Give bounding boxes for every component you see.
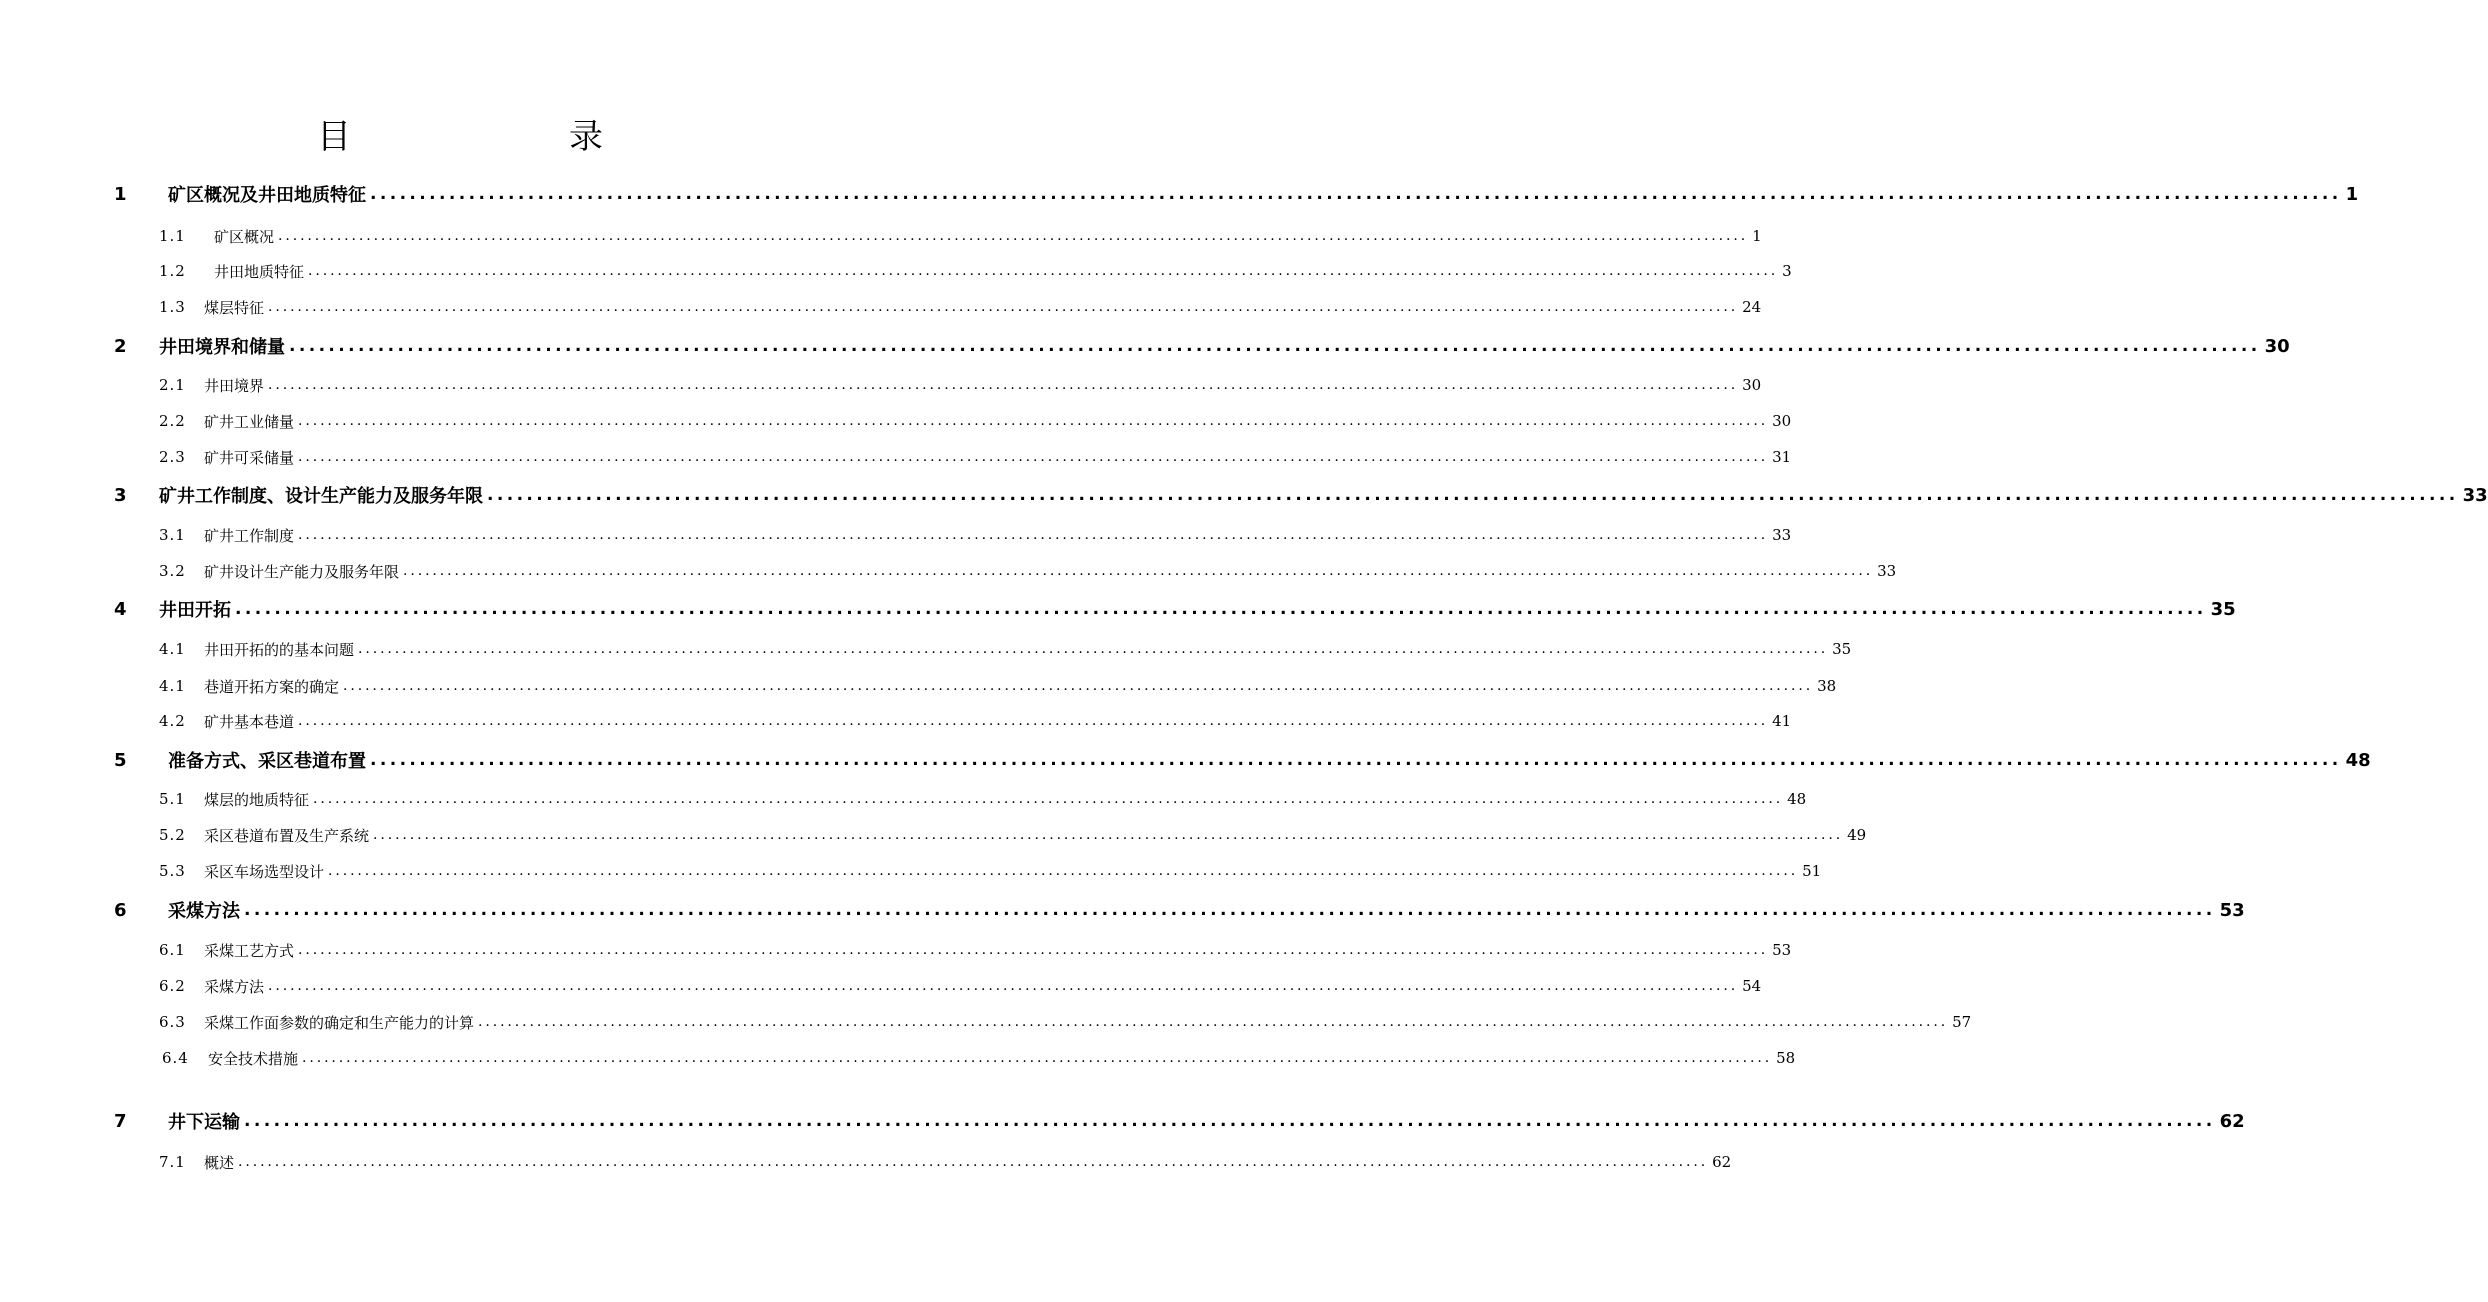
toc-page-number: 35 — [1832, 640, 1852, 658]
toc-entry-number: 5.3 — [159, 862, 186, 880]
toc-dot-leader: ........................................................................................................................................................................................................ — [370, 750, 2342, 770]
toc-dot-leader: ........................................................................................................................................................................................................ — [235, 599, 2207, 619]
toc-entry-content — [159, 596, 2236, 622]
toc-section-row[interactable] — [0, 370, 1762, 400]
toc-dot-leader: ........................................................................................................................................................................................................ — [238, 1154, 1709, 1170]
toc-page-number: 31 — [1772, 448, 1792, 466]
toc-section-row[interactable] — [0, 634, 1852, 664]
toc-dot-leader: ........................................................................................................................................................................................................ — [268, 299, 1739, 315]
toc-entry-content — [159, 482, 2488, 508]
toc-section-row[interactable] — [0, 671, 1837, 701]
toc-title: 目 录 — [317, 117, 653, 157]
toc-entry-content — [168, 1108, 2245, 1134]
toc-page-number: 33 — [1877, 562, 1897, 580]
toc-entry-content — [204, 940, 1792, 961]
toc-dot-leader: ........................................................................................................................................................................................................ — [343, 678, 1814, 694]
toc-entry-number: 7 — [114, 1110, 127, 1132]
toc-entry-title: 井田地质特征 — [214, 262, 305, 281]
toc-page-number: 30 — [1772, 412, 1792, 430]
toc-entry-number: 5.1 — [159, 790, 186, 808]
toc-dot-leader: ........................................................................................................................................................................................................ — [278, 228, 1749, 244]
toc-entry-title: 井田开拓的的基本问题 — [204, 640, 355, 659]
toc-section-row[interactable] — [0, 935, 1792, 965]
toc-entry-content — [204, 825, 1867, 846]
toc-dot-leader: ........................................................................................................................................................................................................ — [313, 791, 1784, 807]
toc-chapter-row[interactable] — [0, 594, 2236, 624]
toc-page-number: 62 — [1712, 1153, 1732, 1171]
toc-entry-title: 井田境界 — [204, 376, 265, 395]
toc-entry-title: 采煤方法 — [168, 901, 240, 922]
toc-entry-title: 采煤工作面参数的确定和生产能力的计算 — [204, 1013, 475, 1032]
toc-entry-content — [204, 447, 1792, 468]
toc-entry-number: 5 — [114, 749, 127, 771]
toc-entry-title: 采煤方法 — [204, 977, 265, 996]
toc-dot-leader: ........................................................................................................................................................................................................ — [298, 413, 1769, 429]
toc-entry-title: 井下运输 — [168, 1112, 240, 1133]
toc-entry-content — [204, 639, 1852, 660]
toc-dot-leader: ........................................................................................................................................................................................................ — [244, 900, 2216, 920]
toc-entry-content — [214, 226, 1762, 247]
toc-chapter-row[interactable] — [0, 480, 2488, 510]
toc-section-row[interactable] — [0, 706, 1792, 736]
toc-section-row[interactable] — [0, 971, 1762, 1001]
toc-dot-leader: ........................................................................................................................................................................................................ — [298, 713, 1769, 729]
toc-section-row[interactable] — [0, 292, 1762, 322]
toc-entry-number: 5.2 — [159, 826, 186, 844]
toc-entry-content — [204, 297, 1762, 318]
toc-entry-title: 井田境界和储量 — [159, 337, 285, 358]
toc-entry-number: 3 — [114, 484, 127, 506]
toc-entry-number: 4.2 — [159, 712, 186, 730]
toc-page-number: 49 — [1847, 826, 1867, 844]
toc-entry-content — [168, 747, 2371, 773]
toc-entry-content — [168, 897, 2245, 923]
toc-entry-number: 6.4 — [162, 1049, 189, 1067]
toc-chapter-row[interactable] — [0, 331, 2290, 361]
toc-entry-number: 3.2 — [159, 562, 186, 580]
toc-section-row[interactable] — [0, 221, 1762, 251]
toc-entry-number: 4.1 — [159, 640, 186, 658]
toc-dot-leader: ........................................................................................................................................................................................................ — [244, 1111, 2216, 1131]
toc-dot-leader: ........................................................................................................................................................................................................ — [373, 827, 1844, 843]
toc-dot-leader: ........................................................................................................................................................................................................ — [298, 942, 1769, 958]
toc-entry-number: 6 — [114, 899, 127, 921]
toc-page-number: 38 — [1817, 677, 1837, 695]
toc-page-number: 33 — [1772, 526, 1792, 544]
toc-entry-title: 采区车场选型设计 — [204, 862, 325, 881]
toc-page-number: 58 — [1776, 1049, 1796, 1067]
toc-entry-title: 煤层的地质特征 — [204, 790, 310, 809]
toc-section-row[interactable] — [0, 406, 1792, 436]
toc-entry-content — [204, 976, 1762, 997]
toc-entry-title: 采区巷道布置及生产系统 — [204, 826, 370, 845]
toc-page-number: 3 — [1782, 262, 1792, 280]
toc-entry-content — [204, 861, 1822, 882]
toc-entry-content — [204, 411, 1792, 432]
toc-entry-title: 矿井工作制度、设计生产能力及服务年限 — [159, 486, 483, 507]
toc-section-row[interactable] — [0, 820, 1867, 850]
toc-page-number: 48 — [2345, 749, 2371, 771]
toc-entry-title: 准备方式、采区巷道布置 — [168, 751, 366, 772]
toc-entry-number: 3.1 — [159, 526, 186, 544]
toc-page-number: 54 — [1742, 977, 1762, 995]
toc-entry-number: 6.2 — [159, 977, 186, 995]
toc-section-row[interactable] — [0, 1043, 1796, 1073]
toc-entry-number: 1.2 — [159, 262, 186, 280]
toc-page-number: 24 — [1742, 298, 1762, 316]
toc-dot-leader: ........................................................................................................................................................................................................ — [298, 527, 1769, 543]
toc-entry-number: 1.3 — [159, 298, 186, 316]
toc-entry-title: 矿区概况 — [214, 227, 275, 246]
toc-section-row[interactable] — [0, 856, 1822, 886]
toc-dot-leader: ........................................................................................................................................................................................................ — [308, 263, 1779, 279]
toc-page-number: 62 — [2219, 1110, 2245, 1132]
toc-dot-leader: ........................................................................................................................................................................................................ — [478, 1014, 1949, 1030]
toc-entry-number: 1 — [114, 183, 127, 205]
toc-entry-content — [204, 375, 1762, 396]
toc-entry-number: 2.1 — [159, 376, 186, 394]
toc-entry-content — [159, 333, 2290, 359]
toc-entry-title: 概述 — [204, 1153, 235, 1172]
toc-page-number: 51 — [1802, 862, 1822, 880]
toc-entry-number: 6.1 — [159, 941, 186, 959]
toc-dot-leader: ........................................................................................................................................................................................................ — [358, 641, 1829, 657]
toc-page-number: 35 — [2210, 598, 2236, 620]
toc-page-number: 48 — [1787, 790, 1807, 808]
toc-page-number: 41 — [1772, 712, 1792, 730]
toc-page-number: 30 — [2264, 335, 2290, 357]
toc-entry-number: 4.1 — [159, 677, 186, 695]
toc-entry-content — [204, 525, 1792, 546]
toc-page-number: 1 — [2345, 183, 2359, 205]
toc-section-row[interactable] — [0, 1147, 1732, 1177]
toc-page-number: 53 — [2219, 899, 2245, 921]
toc-chapter-row[interactable] — [0, 895, 2245, 925]
toc-dot-leader: ........................................................................................................................................................................................................ — [289, 336, 2261, 356]
toc-section-row[interactable] — [0, 784, 1807, 814]
toc-page-number: 53 — [1772, 941, 1792, 959]
toc-entry-content — [204, 676, 1837, 697]
toc-dot-leader: ........................................................................................................................................................................................................ — [302, 1050, 1773, 1066]
toc-entry-title: 采煤工艺方式 — [204, 941, 295, 960]
toc-dot-leader: ........................................................................................................................................................................................................ — [328, 863, 1799, 879]
toc-dot-leader: ........................................................................................................................................................................................................ — [403, 563, 1874, 579]
toc-section-row[interactable] — [0, 520, 1792, 550]
toc-entry-number: 2.2 — [159, 412, 186, 430]
toc-entry-number: 2.3 — [159, 448, 186, 466]
toc-entry-title: 矿井可采储量 — [204, 448, 295, 467]
toc-entry-number: 2 — [114, 335, 127, 357]
toc-page-number: 57 — [1952, 1013, 1972, 1031]
toc-dot-leader: ........................................................................................................................................................................................................ — [487, 485, 2459, 505]
toc-entry-content — [204, 789, 1807, 810]
toc-entry-content — [204, 561, 1897, 582]
toc-section-row[interactable] — [0, 256, 1792, 286]
toc-entry-title: 井田开拓 — [159, 600, 231, 621]
toc-section-row[interactable] — [0, 556, 1897, 586]
toc-entry-title: 矿井设计生产能力及服务年限 — [204, 562, 400, 581]
toc-dot-leader: ........................................................................................................................................................................................................ — [298, 449, 1769, 465]
toc-entry-content — [204, 1152, 1732, 1173]
toc-chapter-row[interactable] — [0, 745, 2371, 775]
toc-page-number: 1 — [1752, 227, 1762, 245]
toc-dot-leader: ........................................................................................................................................................................................................ — [268, 377, 1739, 393]
toc-section-row[interactable] — [0, 442, 1792, 472]
toc-section-row[interactable] — [0, 1007, 1972, 1037]
toc-entry-content — [204, 711, 1792, 732]
toc-entry-number: 6.3 — [159, 1013, 186, 1031]
toc-entry-title: 矿区概况及井田地质特征 — [168, 185, 366, 206]
toc-entry-title: 矿井工作制度 — [204, 526, 295, 545]
toc-entry-title: 矿井工业储量 — [204, 412, 295, 431]
toc-entry-content — [208, 1048, 1796, 1069]
toc-entry-content — [168, 181, 2359, 207]
toc-dot-leader: ........................................................................................................................................................................................................ — [268, 978, 1739, 994]
toc-dot-leader: ........................................................................................................................................................................................................ — [370, 184, 2342, 204]
toc-entry-title: 安全技术措施 — [208, 1049, 299, 1068]
toc-entry-number: 7.1 — [159, 1153, 186, 1171]
toc-entry-title: 巷道开拓方案的确定 — [204, 677, 340, 696]
toc-chapter-row[interactable] — [0, 1106, 2245, 1136]
toc-entry-title: 矿井基本巷道 — [204, 712, 295, 731]
toc-entry-content — [204, 1012, 1972, 1033]
toc-entry-number: 4 — [114, 598, 127, 620]
toc-page-number: 30 — [1742, 376, 1762, 394]
toc-entry-content — [214, 261, 1792, 282]
toc-entry-number: 1.1 — [159, 227, 186, 245]
toc-chapter-row[interactable] — [0, 179, 2359, 209]
toc-page-number: 33 — [2462, 484, 2488, 506]
toc-entry-title: 煤层特征 — [204, 298, 265, 317]
